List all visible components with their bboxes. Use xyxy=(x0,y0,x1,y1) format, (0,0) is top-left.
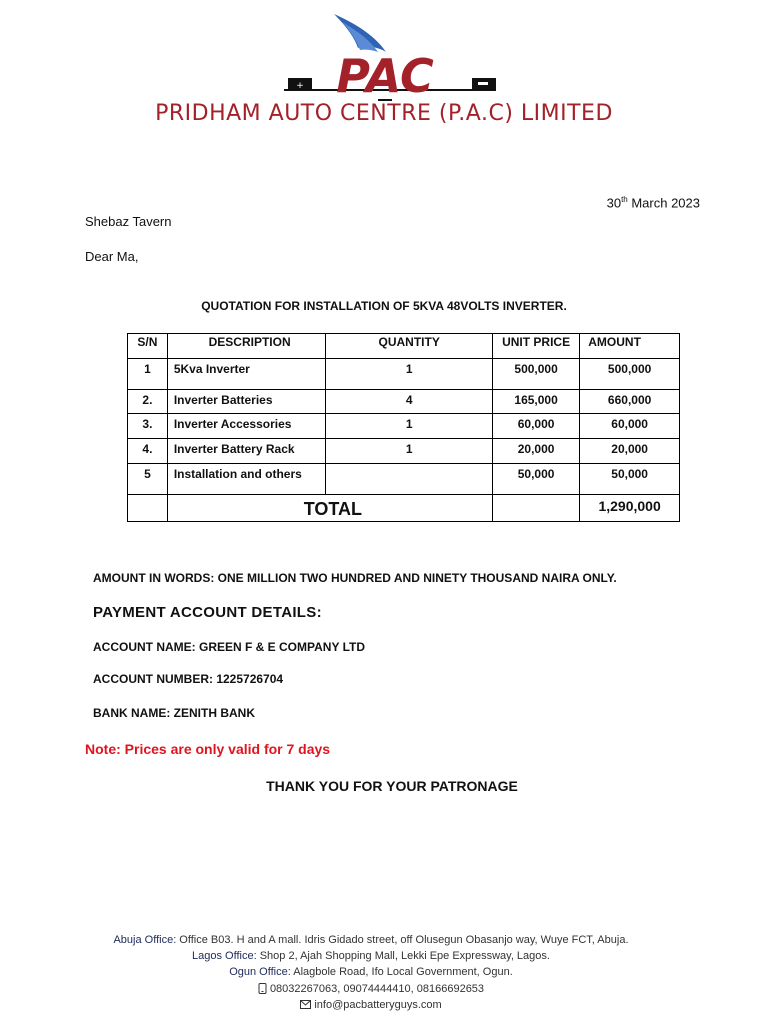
cell-description: Inverter Batteries xyxy=(167,390,326,414)
quotation-title: QUOTATION FOR INSTALLATION OF 5KVA 48VOLTS INVERTER. xyxy=(201,299,567,313)
phone-numbers: 08032267063, 09074444410, 08166692653 xyxy=(269,983,485,995)
salutation: Dear Ma, xyxy=(85,249,139,264)
cell-description: Installation and others xyxy=(167,464,326,495)
header-amount: AMOUNT xyxy=(580,334,680,359)
cell-sn: 1 xyxy=(128,359,168,390)
bank-name: BANK NAME: ZENITH BANK xyxy=(93,706,255,720)
footer-email xyxy=(0,999,742,1011)
cell-quantity: 1 xyxy=(326,439,492,464)
phone-icon xyxy=(258,983,267,994)
svg-text:+: + xyxy=(296,81,304,91)
envelope-icon xyxy=(300,1000,311,1009)
cell-unit-price: 60,000 xyxy=(492,414,579,439)
table-header-row xyxy=(128,334,680,359)
quotation-table xyxy=(127,333,680,522)
cell-sn: 2. xyxy=(128,390,168,414)
validity-note: Note: Prices are only valid for 7 days xyxy=(85,741,331,757)
company-logo xyxy=(282,12,498,106)
cell-quantity: 1 xyxy=(326,414,492,439)
table-row xyxy=(128,390,680,414)
cell-amount: 20,000 xyxy=(580,439,680,464)
cell-sn: 4. xyxy=(128,439,168,464)
footer-phones xyxy=(0,983,742,995)
table-row xyxy=(128,464,680,495)
table-row xyxy=(128,414,680,439)
table-row xyxy=(128,359,680,390)
cell-empty xyxy=(492,495,579,522)
header-description: DESCRIPTION xyxy=(167,334,326,359)
header-unit-price: UNIT PRICE xyxy=(492,334,579,359)
cell-amount: 660,000 xyxy=(580,390,680,414)
lagos-office-label: Lagos Office: xyxy=(192,950,257,962)
cell-quantity: 1 xyxy=(326,359,492,390)
cell-description: 5Kva Inverter xyxy=(167,359,326,390)
cell-description: Inverter Battery Rack xyxy=(167,439,326,464)
amount-in-words: AMOUNT IN WORDS: ONE MILLION TWO HUNDRED AND NINETY THOUSAND NAIRA ONLY. xyxy=(93,571,617,585)
cell-quantity xyxy=(326,464,492,495)
abuja-office-address: Office B03. H and A mall. Idris Gidado street, off Olusegun Obasanjo way, Wuye FCT, Abuja. xyxy=(176,934,629,946)
footer-ogun-office xyxy=(0,966,742,978)
cell-sn: 3. xyxy=(128,414,168,439)
cell-quantity: 4 xyxy=(326,390,492,414)
header-quantity: QUANTITY xyxy=(326,334,492,359)
header-sn: S/N xyxy=(128,334,168,359)
cell-unit-price: 50,000 xyxy=(492,464,579,495)
cell-amount: 50,000 xyxy=(580,464,680,495)
cell-empty xyxy=(128,495,168,522)
footer-abuja-office xyxy=(0,934,742,946)
cell-amount: 60,000 xyxy=(580,414,680,439)
svg-text:PAC: PAC xyxy=(336,49,434,103)
cell-unit-price: 20,000 xyxy=(492,439,579,464)
payment-details-heading: PAYMENT ACCOUNT DETAILS: xyxy=(93,604,322,621)
cell-unit-price: 165,000 xyxy=(492,390,579,414)
total-amount: 1,290,000 xyxy=(580,495,680,522)
recipient-name: Shebaz Tavern xyxy=(85,214,172,229)
email-address[interactable]: info@pacbatteryguys.com xyxy=(314,999,442,1011)
total-label: TOTAL xyxy=(167,495,492,522)
ogun-office-address: Alagbole Road, Ifo Local Government, Ogun. xyxy=(290,966,513,978)
cell-unit-price: 500,000 xyxy=(492,359,579,390)
lagos-office-address: Shop 2, Ajah Shopping Mall, Lekki Epe Expressway, Lagos. xyxy=(256,950,550,962)
footer-lagos-office xyxy=(0,950,742,962)
letter-date: 30th March 2023 xyxy=(606,195,700,211)
account-number: ACCOUNT NUMBER: 1225726704 xyxy=(93,672,284,686)
cell-sn: 5 xyxy=(128,464,168,495)
table-row xyxy=(128,439,680,464)
account-name: ACCOUNT NAME: GREEN F & E COMPANY LTD xyxy=(93,640,365,654)
abuja-office-label: Abuja Office: xyxy=(113,934,177,946)
cell-description: Inverter Accessories xyxy=(167,414,326,439)
cell-amount: 500,000 xyxy=(580,359,680,390)
total-row xyxy=(128,495,680,522)
ogun-office-label: Ogun Office: xyxy=(229,966,291,978)
thank-you-message: THANK YOU FOR YOUR PATRONAGE xyxy=(266,778,518,794)
company-name: PRIDHAM AUTO CENTRE (P.A.C) LIMITED xyxy=(155,101,613,126)
